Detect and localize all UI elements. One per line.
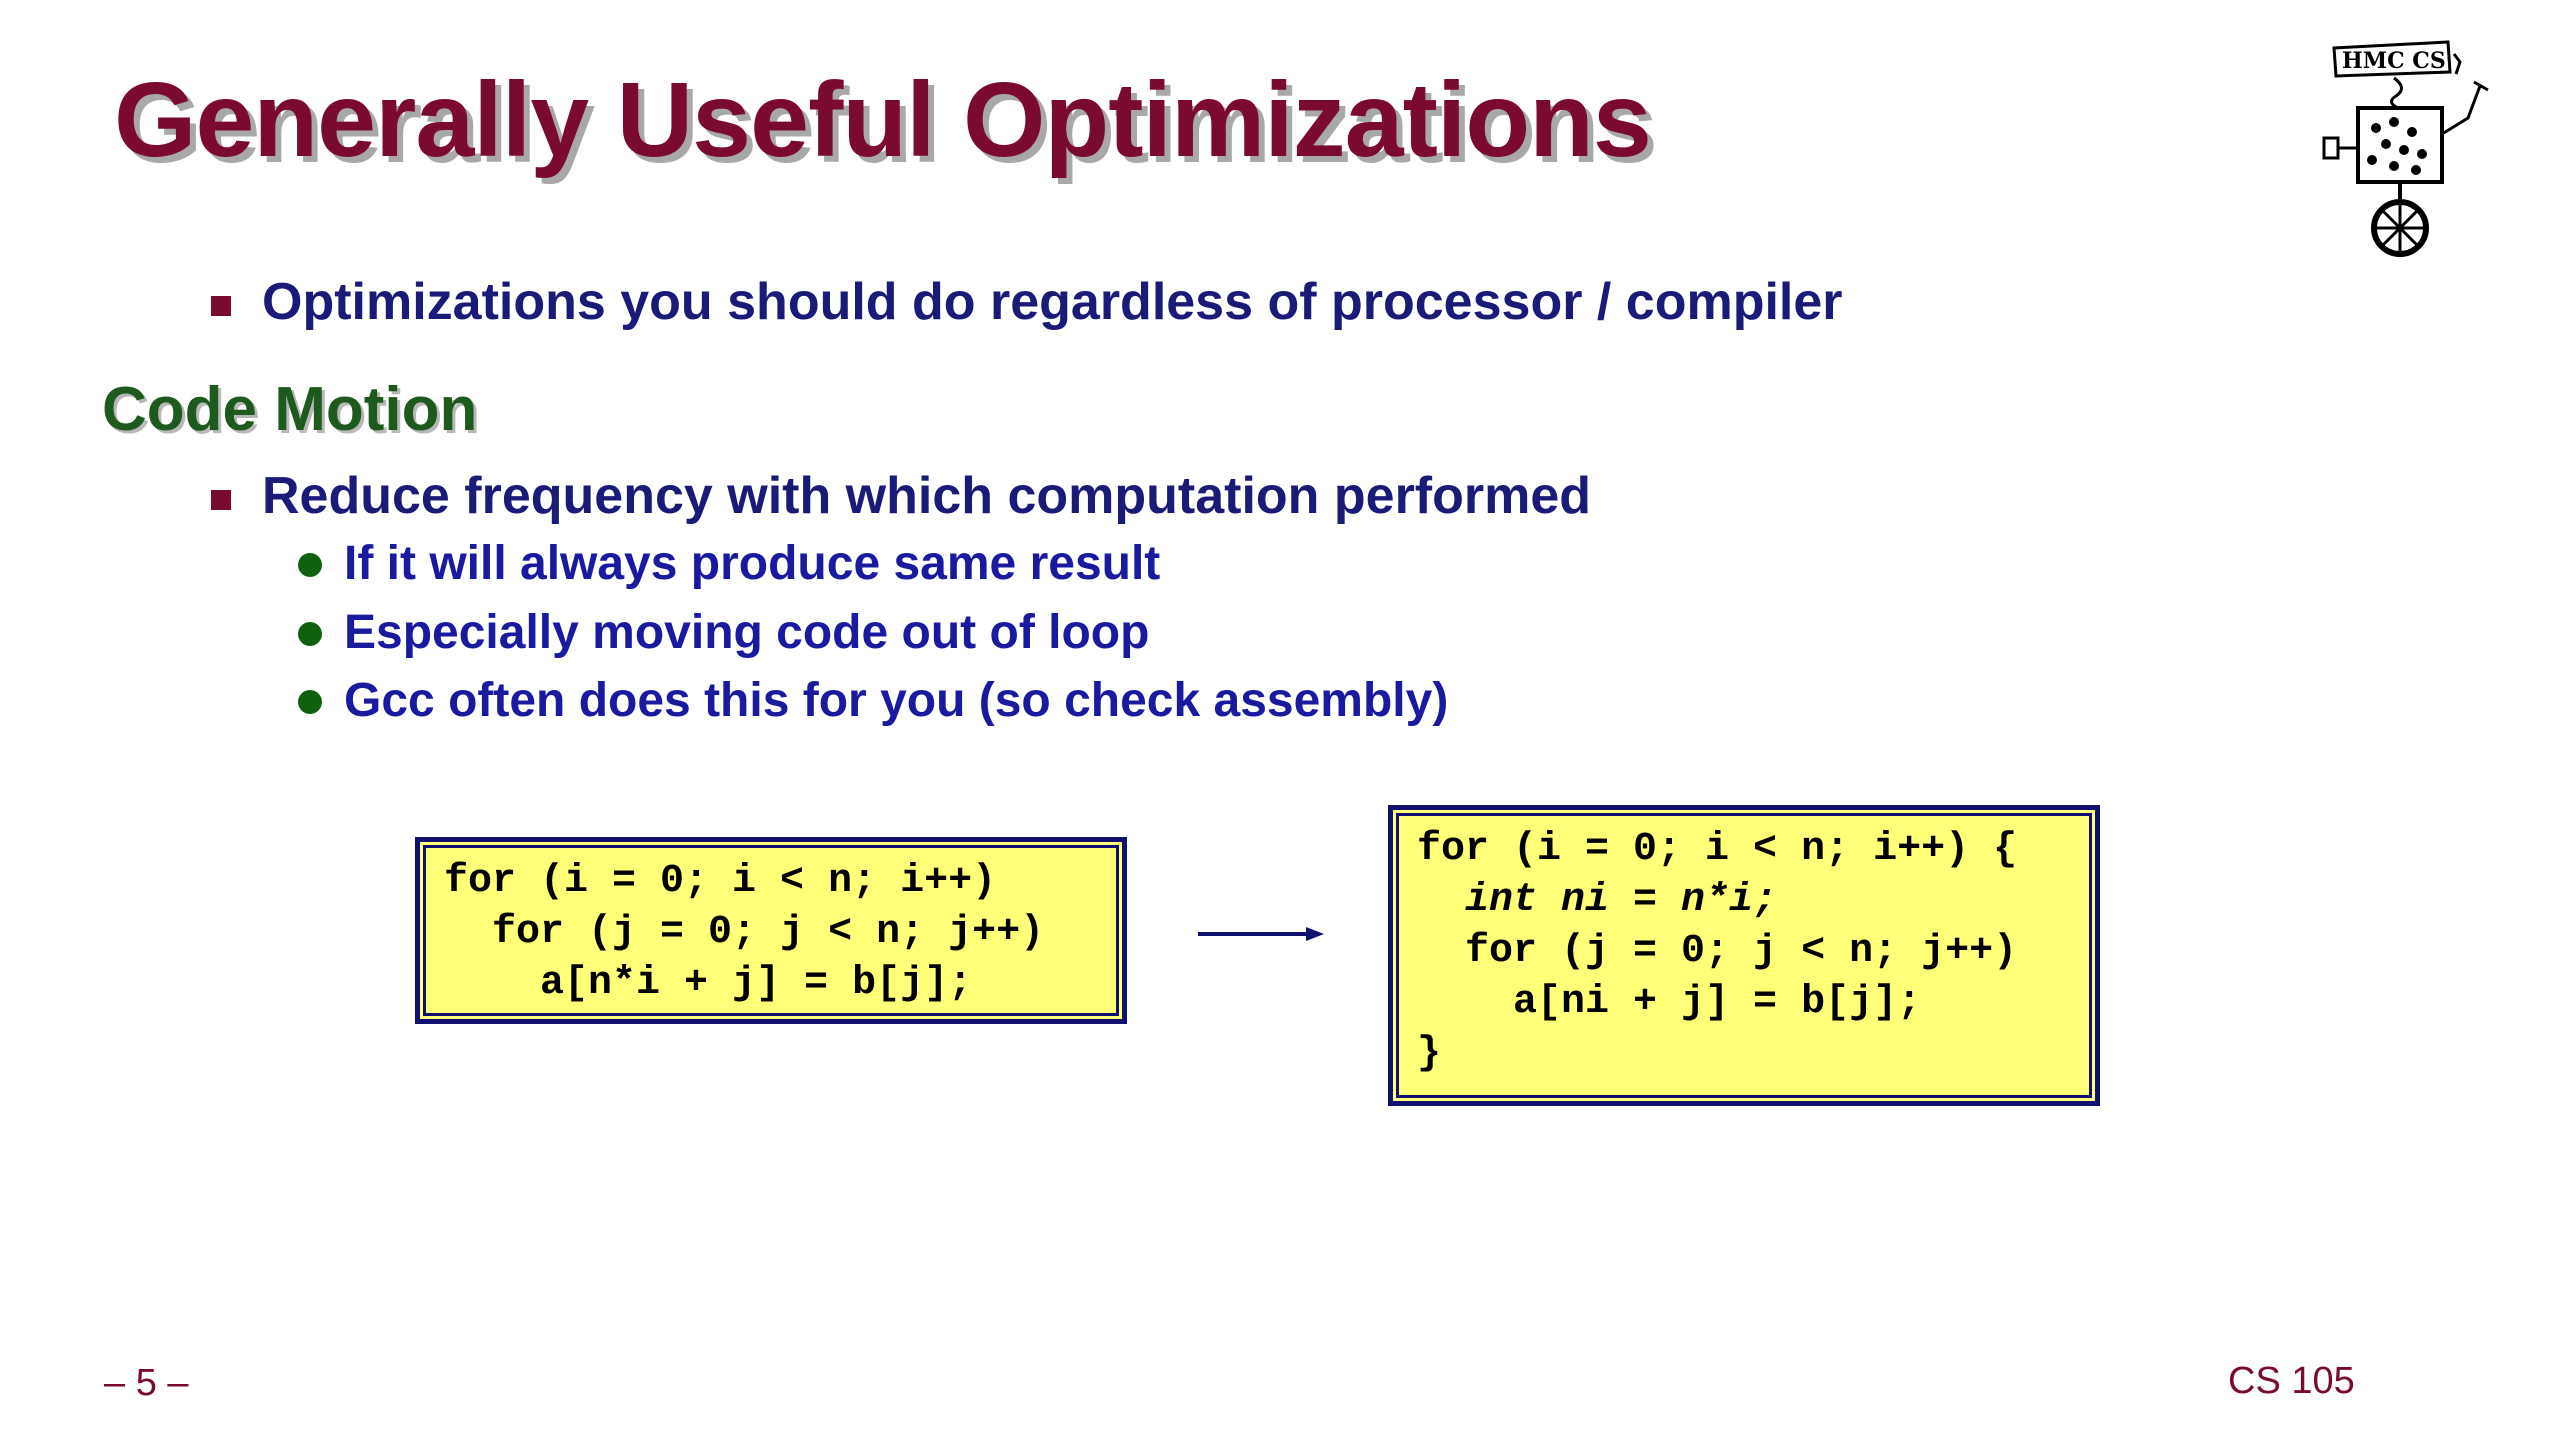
code-line: } bbox=[1417, 1031, 1442, 1076]
slide-title: Generally Useful Optimizations bbox=[114, 61, 1651, 179]
code-after bbox=[1417, 824, 2095, 1079]
code-line: a[n*i + j] = b[j]; bbox=[444, 961, 973, 1006]
intro-bullet: Optimizations you should do regardless of processor / compiler bbox=[262, 273, 1843, 331]
logo-text: HMC CS bbox=[2342, 48, 2446, 74]
section-bullet: Reduce frequency with which computation performed bbox=[262, 467, 1592, 525]
code-after-box bbox=[1388, 805, 2100, 1106]
course-label: CS 105 bbox=[2228, 1360, 2355, 1402]
sub-bullet: If it will always produce same result bbox=[344, 537, 1161, 590]
code-line: a[ni + j] = b[j]; bbox=[1417, 980, 1922, 1025]
code-line: for (j = 0; j < n; j++) bbox=[1417, 929, 2018, 974]
arrow-right-icon bbox=[1196, 924, 1326, 944]
code-before bbox=[444, 856, 1122, 1009]
code-line: for (i = 0; i < n; i++) bbox=[444, 859, 997, 904]
section-heading: Code Motion bbox=[102, 375, 478, 444]
code-line: for (j = 0; j < n; j++) bbox=[444, 910, 1045, 955]
bullet-dot-icon bbox=[298, 553, 322, 577]
code-line: for (i = 0; i < n; i++) { bbox=[1417, 827, 2018, 872]
code-before-box bbox=[415, 837, 1127, 1024]
bullet-square-icon bbox=[211, 490, 231, 510]
bullet-dot-icon bbox=[298, 690, 322, 714]
sub-bullet: Especially moving code out of loop bbox=[344, 606, 1150, 659]
code-line-italic: int ni = n*i; bbox=[1417, 878, 1778, 923]
logo-icon bbox=[2298, 30, 2498, 260]
bullet-square-icon bbox=[211, 296, 231, 316]
bullet-dot-icon bbox=[298, 622, 322, 646]
page-number: – 5 – bbox=[104, 1362, 189, 1404]
sub-bullet: Gcc often does this for you (so check assembly) bbox=[344, 674, 1449, 727]
